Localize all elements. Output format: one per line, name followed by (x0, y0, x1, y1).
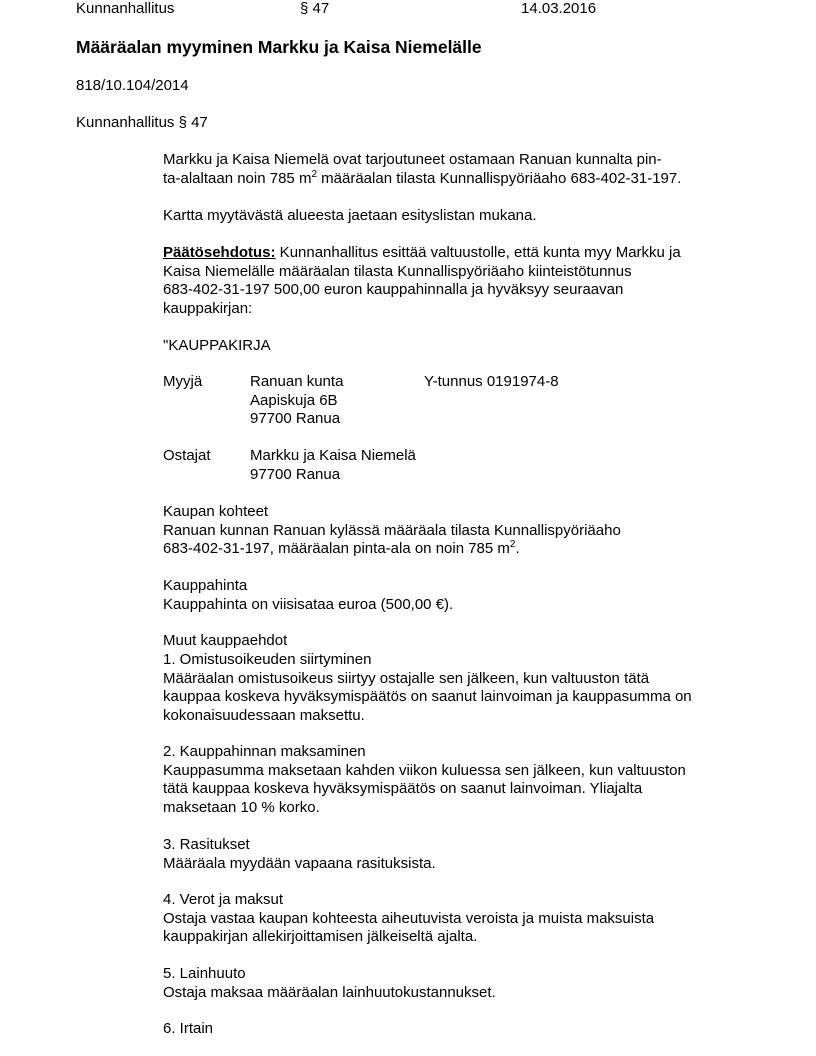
term-line: Määräala myydään vapaana rasituksista. (163, 854, 436, 872)
intro-superscript: 2 (311, 168, 317, 180)
seller-business-id: Y-tunnus 0191974-8 (424, 373, 559, 390)
object-line-2-text: 683-402-31-197, määräalan pinta-ala on noin 785 m (163, 540, 510, 557)
proposal-line-1-text: Kunnanhallitus esittää valtuustolle, että kunta myy Markku ja (275, 244, 681, 261)
proposal-line-4: kauppakirjan: (163, 299, 253, 317)
object-superscript: 2 (509, 539, 516, 550)
terms-section (163, 632, 763, 651)
term-2 (163, 743, 763, 817)
proposal-label: Päätösehdotus: (163, 244, 276, 261)
term-title: 5. Lainhuuto (163, 965, 246, 982)
seller-postal: 97700 Ranua (250, 410, 341, 427)
term-title: 3. Rasitukset (163, 836, 250, 853)
price-heading: Kauppahinta (163, 577, 248, 594)
price-text: Kauppahinta on viisisataa euroa (500,00 €). (163, 595, 454, 613)
term-line: Ostaja maksaa määräalan lainhuutokustannukset. (163, 983, 496, 1001)
proposal-line-2: Kaisa Niemelälle määräalan tilasta Kunnallispyöriäaho kiinteistötunnus (163, 262, 632, 280)
map-note: Kartta myytävästä alueesta jaetaan esityslistan mukana. (163, 207, 537, 224)
buyers-block (163, 447, 763, 484)
proposal-paragraph (163, 244, 763, 318)
header-date: 14.03.2016 (521, 0, 597, 17)
proposal-line-3: 683-402-31-197 500,00 euron kauppahinnalla ja hyväksyy seuraavan (163, 281, 624, 298)
term-line: Kauppasumma maksetaan kahden viikon kuluessa sen jälkeen, kun valtuuston (163, 761, 686, 779)
intro-line-2-tail: määräalan tilasta Kunnallispyöriäaho 683-402-31-197. (317, 169, 682, 187)
buyers-label: Ostajat (163, 447, 211, 464)
contract-heading: "KAUPPAKIRJA (163, 337, 271, 354)
price-section (163, 577, 763, 614)
object-section (163, 503, 763, 559)
object-line-2 (163, 540, 763, 559)
intro-line-2 (163, 170, 763, 189)
object-heading: Kaupan kohteet (163, 503, 269, 520)
header-section: § 47 (300, 0, 330, 17)
term-3 (163, 836, 763, 873)
term-line: kokonaisuudessaan maksettu. (163, 706, 365, 724)
term-line: Määräalan omistusoikeus siirtyy ostajalle sen jälkeen, kun valtuuston tätä (163, 669, 650, 687)
header-org: Kunnanhallitus (76, 0, 175, 17)
body-heading: Kunnanhallitus § 47 (76, 114, 208, 131)
object-line-1: Ranuan kunnan Ranuan kylässä määräala tilasta Kunnallispyöriäaho (163, 521, 621, 539)
term-line: maksetaan 10 % korko. (163, 798, 320, 816)
object-line-2-tail: . (515, 540, 520, 557)
buyers-postal: 97700 Ranua (250, 465, 341, 483)
intro-line-2-text: ta-alaltaan noin 785 m (163, 169, 312, 187)
term-4 (163, 891, 763, 947)
seller-address: Aapiskuja 6B (250, 391, 338, 409)
term-line: Ostaja vastaa kaupan kohteesta aiheutuvista veroista ja muista maksuista (163, 909, 655, 927)
term-title: 4. Verot ja maksut (163, 891, 284, 908)
terms-heading: Muut kauppaehdot (163, 632, 288, 649)
term-5 (163, 965, 763, 1002)
term-title: 6. Irtain (163, 1020, 214, 1037)
buyers-name: Markku ja Kaisa Niemelä (250, 447, 416, 464)
record-number: 818/10.104/2014 (76, 77, 189, 94)
term-line: tätä kauppaa koskeva hyväksymispäätös on saanut lainvoiman. Yliajalta (163, 780, 643, 797)
term-1 (163, 651, 763, 725)
seller-label: Myyjä (163, 373, 203, 390)
term-title: 2. Kauppahinnan maksaminen (163, 743, 366, 760)
term-line: kauppaa koskeva hyväksymispäätös on saanut lainvoiman ja kauppasumma on (163, 688, 692, 705)
term-title: 1. Omistusoikeuden siirtyminen (163, 651, 372, 668)
page-title: Määräalan myyminen Markku ja Kaisa Niemelälle (76, 37, 482, 57)
proposal-line-1 (163, 244, 763, 263)
seller-block (163, 373, 763, 429)
term-line: kauppakirjan allekirjoittamisen jälkeiseltä ajalta. (163, 928, 478, 945)
term-6 (163, 1020, 763, 1039)
intro-line-1: Markku ja Kaisa Niemelä ovat tarjoutuneet ostamaan Ranuan kunnalta pin- (163, 151, 662, 168)
seller-name: Ranuan kunta (250, 373, 344, 390)
intro-paragraph (163, 151, 763, 188)
